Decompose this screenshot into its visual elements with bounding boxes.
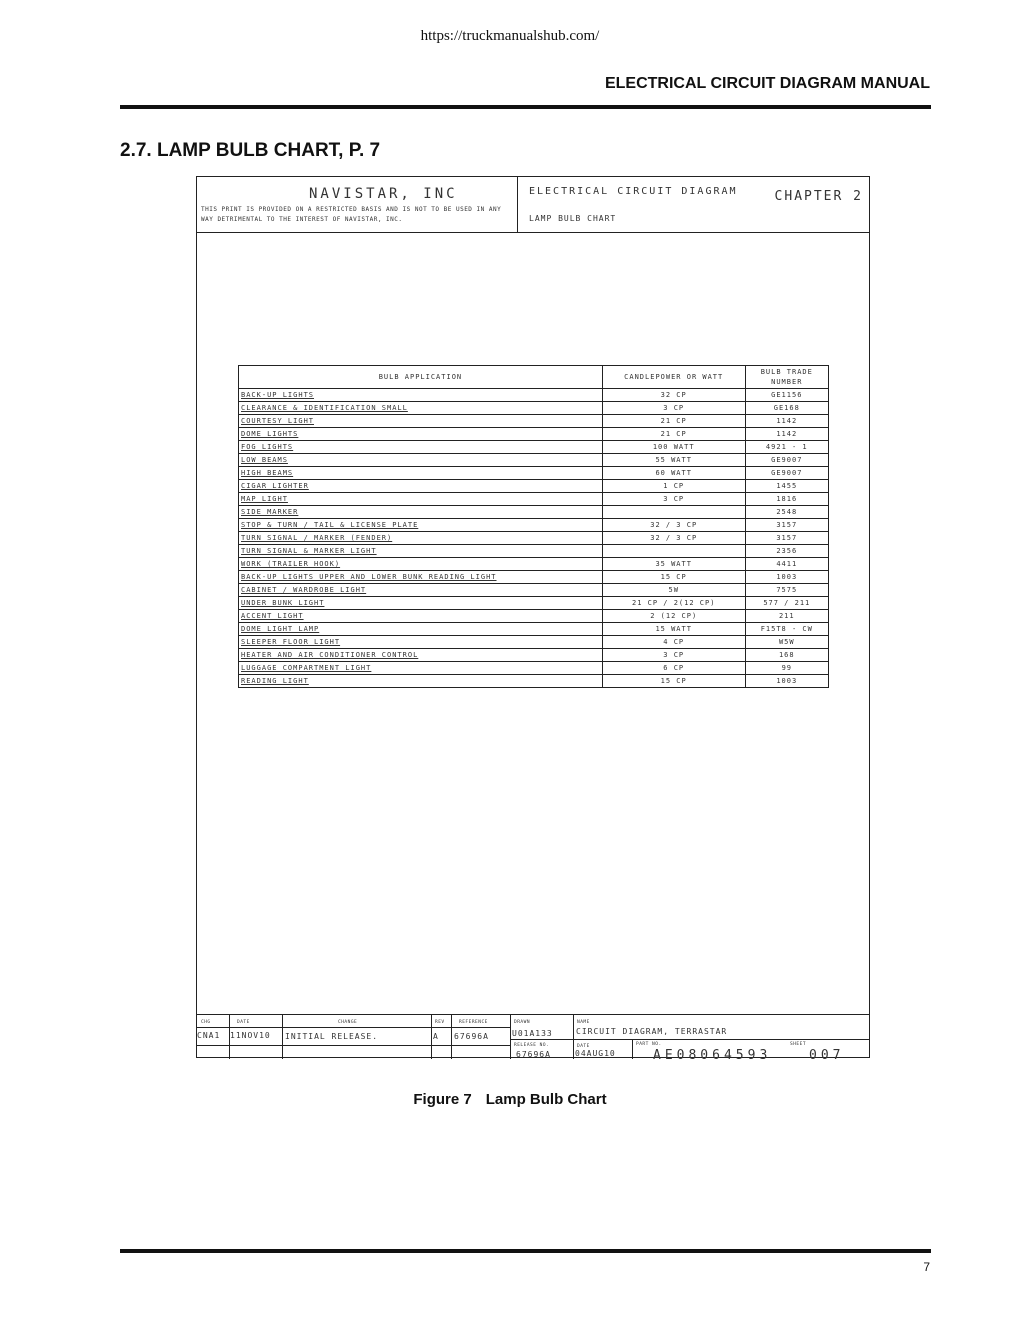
diagram-title: ELECTRICAL CIRCUIT DIAGRAM xyxy=(529,186,738,197)
cell-candlepower xyxy=(602,545,745,558)
cell-trade-number: 1142 xyxy=(745,415,828,428)
cell-application: CLEARANCE & IDENTIFICATION SMALL xyxy=(239,402,603,415)
cell-application: WORK (TRAILER HOOK) xyxy=(239,558,603,571)
table-row xyxy=(239,519,829,532)
title-block-right xyxy=(517,177,869,232)
cell-trade-number: 4921 - 1 xyxy=(745,441,828,454)
cell-application: BACK-UP LIGHTS UPPER AND LOWER BUNK READING LIGHT xyxy=(239,571,603,584)
table-row xyxy=(239,402,829,415)
table-row xyxy=(239,441,829,454)
table-row xyxy=(239,532,829,545)
table-row xyxy=(239,610,829,623)
figure-caption xyxy=(0,1091,1020,1108)
cell-trade-number: 99 xyxy=(745,662,828,675)
figure-title: Lamp Bulb Chart xyxy=(485,1091,607,1108)
cell-application: CIGAR LIGHTER xyxy=(239,480,603,493)
rev-date-value: 11NOV10 xyxy=(230,1031,271,1040)
cell-candlepower: 32 / 3 CP xyxy=(602,519,745,532)
cell-application: TURN SIGNAL & MARKER LIGHT xyxy=(239,545,603,558)
cell-trade-number: 1003 xyxy=(745,675,828,688)
label-drawn: DRAWN xyxy=(514,1020,531,1025)
cell-candlepower: 1 CP xyxy=(602,480,745,493)
cell-candlepower: 21 CP / 2(12 CP) xyxy=(602,597,745,610)
label-date2: DATE xyxy=(577,1044,590,1049)
source-url: https://truckmanualshub.com/ xyxy=(420,28,600,44)
table-row xyxy=(239,389,829,402)
cell-trade-number: 211 xyxy=(745,610,828,623)
cell-application: MAP LIGHT xyxy=(239,493,603,506)
chapter-label: CHAPTER 2 xyxy=(774,189,863,204)
rev-mid-line xyxy=(510,1039,869,1040)
table-row xyxy=(239,675,829,688)
rev-header-line xyxy=(197,1027,510,1028)
table-row xyxy=(239,493,829,506)
cell-candlepower: 15 WATT xyxy=(602,623,745,636)
cell-trade-number: W5W xyxy=(745,636,828,649)
manual-title: ELECTRICAL CIRCUIT DIAGRAM MANUAL xyxy=(604,75,930,92)
cell-trade-number: F15T8 - CW xyxy=(745,623,828,636)
cell-application: BACK-UP LIGHTS xyxy=(239,389,603,402)
cell-trade-number: GE9007 xyxy=(745,454,828,467)
title-block-left xyxy=(197,177,518,232)
drawing-subtitle: LAMP BULB CHART xyxy=(529,214,617,223)
cell-trade-number: 1003 xyxy=(745,571,828,584)
cell-candlepower: 15 CP xyxy=(602,675,745,688)
cell-candlepower: 4 CP xyxy=(602,636,745,649)
label-release-no: RELEASE NO. xyxy=(514,1043,550,1048)
column-header-candlepower: CANDLEPOWER OR WATT xyxy=(602,366,745,389)
cell-candlepower: 2 (12 CP) xyxy=(602,610,745,623)
cell-candlepower: 100 WATT xyxy=(602,441,745,454)
cell-candlepower: 3 CP xyxy=(602,402,745,415)
cell-application: READING LIGHT xyxy=(239,675,603,688)
cell-candlepower: 32 CP xyxy=(602,389,745,402)
page-number: 7 xyxy=(923,1260,930,1274)
figure-number: Figure 7 xyxy=(413,1091,472,1108)
cell-application: HEATER AND AIR CONDITIONER CONTROL xyxy=(239,649,603,662)
label-reference: REFERENCE xyxy=(459,1020,488,1025)
cell-application: DOME LIGHT LAMP xyxy=(239,623,603,636)
table-row xyxy=(239,415,829,428)
table-row xyxy=(239,545,829,558)
cell-application: UNDER BUNK LIGHT xyxy=(239,597,603,610)
cell-trade-number: GE1156 xyxy=(745,389,828,402)
label-change: CHANGE xyxy=(338,1020,358,1025)
rev-change-value: INITIAL RELEASE. xyxy=(285,1032,379,1041)
table-row xyxy=(239,662,829,675)
sheet-value: 007 xyxy=(809,1048,845,1063)
cell-candlepower: 6 CP xyxy=(602,662,745,675)
drawing-name-value: CIRCUIT DIAGRAM, TERRASTAR xyxy=(576,1027,728,1036)
rev-vline xyxy=(431,1015,432,1059)
drawing-sheet xyxy=(196,176,870,1063)
cell-application: LOW BEAMS xyxy=(239,454,603,467)
cell-application: COURTESY LIGHT xyxy=(239,415,603,428)
cell-candlepower: 55 WATT xyxy=(602,454,745,467)
column-header-trade-number: BULB TRADE NUMBER xyxy=(745,366,828,389)
table-row xyxy=(239,558,829,571)
cell-application: DOME LIGHTS xyxy=(239,428,603,441)
cell-application: HIGH BEAMS xyxy=(239,467,603,480)
rev-vline xyxy=(573,1015,574,1059)
cell-candlepower: 21 CP xyxy=(602,428,745,441)
cell-candlepower xyxy=(602,506,745,519)
cell-trade-number: 1816 xyxy=(745,493,828,506)
rev-vline xyxy=(451,1015,452,1059)
cell-trade-number: 168 xyxy=(745,649,828,662)
cell-application: TURN SIGNAL / MARKER (FENDER) xyxy=(239,532,603,545)
cell-application: STOP & TURN / TAIL & LICENSE PLATE xyxy=(239,519,603,532)
rev-rev-value: A xyxy=(433,1032,439,1041)
cell-trade-number: 2548 xyxy=(745,506,828,519)
rev-vline xyxy=(632,1039,633,1059)
rev-chg-value: CNA1 xyxy=(197,1031,221,1040)
label-sheet: SHEET xyxy=(790,1042,807,1047)
cell-trade-number: 4411 xyxy=(745,558,828,571)
header-rule xyxy=(120,105,931,109)
table-row xyxy=(239,623,829,636)
table-row xyxy=(239,571,829,584)
label-rev: REV xyxy=(435,1020,445,1025)
title-block-divider xyxy=(197,232,869,233)
label-name: NAME xyxy=(577,1020,590,1025)
cell-trade-number: 2356 xyxy=(745,545,828,558)
table-row xyxy=(239,428,829,441)
drawn-value: U01A133 xyxy=(512,1029,553,1038)
rev-vline xyxy=(282,1015,283,1059)
table-row xyxy=(239,467,829,480)
cell-trade-number: 3157 xyxy=(745,532,828,545)
rev-row-line xyxy=(197,1045,510,1046)
rev-vline xyxy=(510,1015,511,1059)
cell-trade-number: 1455 xyxy=(745,480,828,493)
table-row xyxy=(239,506,829,519)
cell-candlepower: 35 WATT xyxy=(602,558,745,571)
cell-application: FOG LIGHTS xyxy=(239,441,603,454)
column-header-application: BULB APPLICATION xyxy=(239,366,603,389)
cell-candlepower: 15 CP xyxy=(602,571,745,584)
part-number-value: AE08064593 xyxy=(653,1048,772,1063)
cell-application: CABINET / WARDROBE LIGHT xyxy=(239,584,603,597)
release-no-value: 67696A xyxy=(516,1050,551,1059)
cell-candlepower: 3 CP xyxy=(602,649,745,662)
table-row xyxy=(239,480,829,493)
section-title: 2.7. LAMP BULB CHART, P. 7 xyxy=(120,140,381,161)
cell-candlepower: 21 CP xyxy=(602,415,745,428)
table-row xyxy=(239,636,829,649)
restriction-notice: THIS PRINT IS PROVIDED ON A RESTRICTED BASIS AND IS NOT TO BE USED IN ANY WAY DETRIMENTAL TO THE INTEREST OF NAVISTAR, INC. xyxy=(201,206,502,223)
table-row xyxy=(239,649,829,662)
cell-candlepower: 3 CP xyxy=(602,493,745,506)
lamp-bulb-table xyxy=(238,365,829,688)
table-row xyxy=(239,454,829,467)
cell-trade-number: 7575 xyxy=(745,584,828,597)
release-date-value: 04AUG10 xyxy=(575,1049,616,1058)
cell-application: LUGGAGE COMPARTMENT LIGHT xyxy=(239,662,603,675)
cell-application: SIDE MARKER xyxy=(239,506,603,519)
label-date: DATE xyxy=(237,1020,250,1025)
label-part-no: PART NO. xyxy=(636,1042,662,1047)
table-row xyxy=(239,597,829,610)
revision-block xyxy=(197,1014,869,1063)
company-name: NAVISTAR, INC xyxy=(309,186,458,202)
cell-trade-number: 577 / 211 xyxy=(745,597,828,610)
cell-candlepower: 5W xyxy=(602,584,745,597)
cell-trade-number: GE9007 xyxy=(745,467,828,480)
rev-reference-value: 67696A xyxy=(454,1032,489,1041)
cell-application: SLEEPER FLOOR LIGHT xyxy=(239,636,603,649)
cell-trade-number: 3157 xyxy=(745,519,828,532)
footer-rule xyxy=(120,1249,931,1253)
table-row xyxy=(239,584,829,597)
label-chg: CHG xyxy=(201,1020,211,1025)
table-header-row xyxy=(239,366,829,389)
cell-candlepower: 32 / 3 CP xyxy=(602,532,745,545)
cell-trade-number: 1142 xyxy=(745,428,828,441)
cell-trade-number: GE168 xyxy=(745,402,828,415)
cell-application: ACCENT LIGHT xyxy=(239,610,603,623)
cell-candlepower: 60 WATT xyxy=(602,467,745,480)
